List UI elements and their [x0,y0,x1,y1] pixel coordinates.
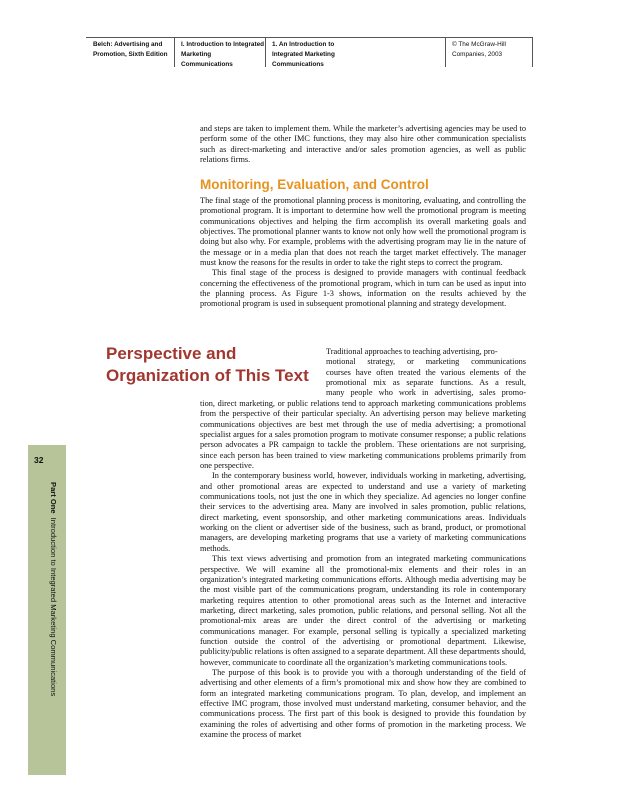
section-heading-perspective: Perspective and Organization of This Text [106,344,309,385]
header-rule [86,37,532,38]
page-number: 32 [34,455,44,465]
header-divider [445,37,446,67]
header-divider [532,37,533,67]
sidebar-tab [28,445,66,775]
monitoring-body: The final stage of the promotional planning process is monitoring, evaluating, and controlling the promotional program. It is important to determine how well the promotional program is meeting communications objectives and helping the firm accomplish its overall marketing goals and objectives. The promotional planner wants to know not only how well the promotional program is doing but also why. For example, problems with the advertising program may lie in the nature of the message or in a media plan that does not reach the target market effectively. The manager must know the reasons for the results in order to take the right steps to correct the program. This final stage of the process is designed to provide managers with continual feedback concerning the effectiveness of the promotional program, which in turn can be used as input into the planning process. As Figure 1-3 shows, information on the results achieved by the promotional program is used in subsequent promotional planning and strategy development. [200,196,526,309]
perspective-lead: Traditional approaches to teaching advertising, pro- motional strategy, or marketing communications courses have often treated the various elements of the promotional mix as separate functions. As a result, many people who work in advertising, sales promo- [326,347,526,398]
header-book-title: Belch: Advertising and Promotion, Sixth Edition [93,41,168,58]
section-heading-monitoring: Monitoring, Evaluation, and Control [200,177,429,192]
header-copyright: © The McGraw-Hill Companies, 2003 [452,41,506,58]
part-label: Part OneIntroduction to Integrated Marketing Communications [49,482,58,697]
intro-paragraph: and steps are taken to implement them. While the marketer’s advertising agencies may be used to perform some of the other IMC functions, they may also hire other communication specialists such as direct-marketing and interactive and/or sales promotion agencies, as well as public relations firms. [200,124,526,165]
perspective-body: tion, direct marketing, or public relations tend to approach marketing communications problems from the perspective of their particular specialty. An advertising person may believe marketing communications objectives are best met through the use of media advertising; a promotional specialist argues for a sales promotion program to motivate consumer response; a public relations person advocates a PR campaign to tackle the problem. These orientations are not surprising, since each person has been trained to view marketing communications problems primarily from one perspective. In the contemporary business world, however, individuals working in marketing, advertising, and other promotional areas are expected to understand and use a variety of marketing communications tools, not just the one in which they specialize. Ad agencies no longer confine their services to the advertising area. Many are involved in sales promotion, public relations, direct marketing, event sponsorship, and other marketing communications areas. Individuals working on the client or advertiser side of the business, such as brand, product, or promotional managers, are developing marketing programs that use a variety of marketing communications methods. This text views advertising and promotion from an integrated marketing communications perspective. We will examine all the promotional-mix elements and their roles in an organization’s integrated marketing communications efforts. Although media advertising may be the most visible part of the communications program, understanding its role in contemporary marketing requires attention to other promotional areas such as the Internet and interactive marketing, direct marketing, sales promotion, public relations, and personal selling. Not all the promotional-mix areas are under the direct control of the advertising or marketing communications manager. For example, personal selling is typically a specialized marketing function outside the control of the advertising or promotional department. Likewise, publicity/public relations is often assigned to a separate department. All these departments should, however, communicate to coordinate all the organization’s marketing communications tools. The purpose of this book is to provide you with a thorough understanding of the field of advertising and other elements of a firm’s promotional mix and show how they are combined to form an integrated marketing communications program. To plan, develop, and implement an effective IMC program, those involved must understand marketing, consumer behavior, and the communications process. The first part of this book is designed to provide this foundation by examining the roles of advertising and other forms of promotion in the marketing process. We examine the process of market [200,399,526,739]
header-divider [174,37,175,67]
header-divider [265,37,266,67]
header-chapter-title: 1. An Introduction to Integrated Marketing Communications [272,41,335,68]
header-part-title: I. Introduction to Integrated Marketing Communications [181,41,265,68]
